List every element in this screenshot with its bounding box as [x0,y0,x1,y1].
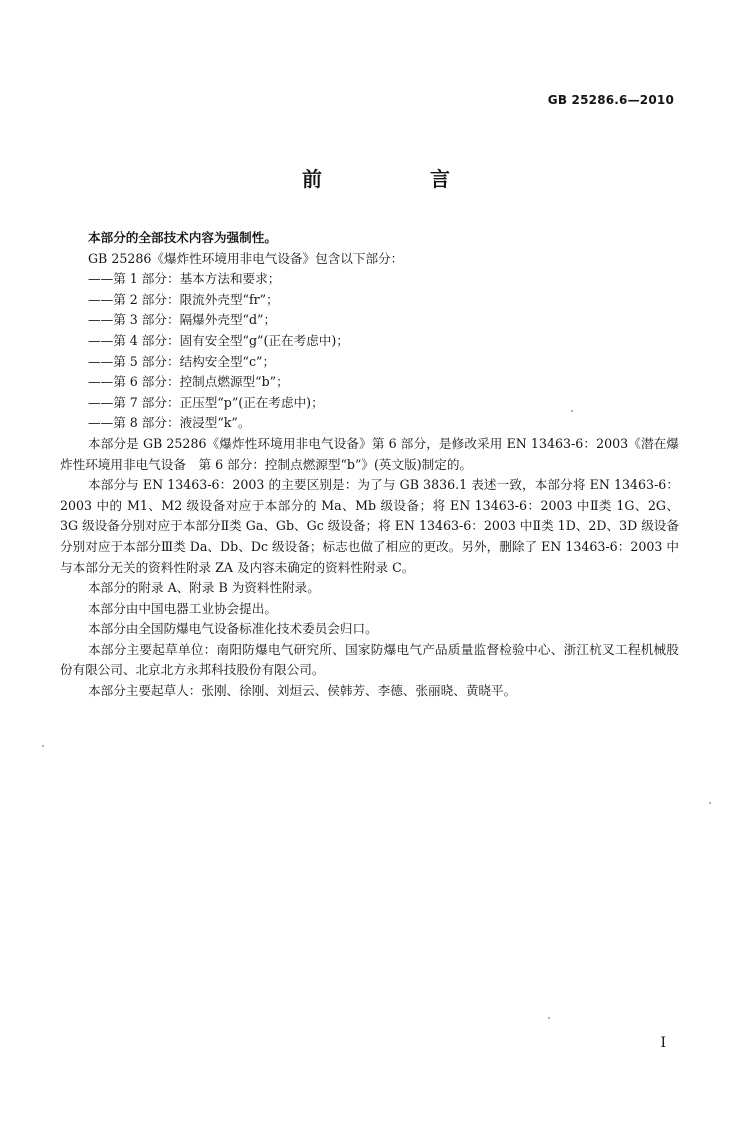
adoption-paragraph: 本部分是 GB 25286《爆炸性环境用非电气设备》第 6 部分，是修改采用 EN 13463-6：2003《潜在爆炸性环境用非电气设备 第 6 部分：控制点燃源型“b”》(英文版)制定的。 [60,435,679,472]
parts-list-item: ——第 6 部分：控制点燃源型“b”； [88,374,289,390]
parts-list-item: ——第 4 部分：固有安全型“g”(正在考虑中)； [88,332,349,348]
standard-number: GB 25286.6—2010 [547,93,674,107]
parts-list-item: ——第 7 部分：正压型“p”(正在考虑中)； [88,394,324,410]
proposer-paragraph: 本部分由中国电器工业协会提出。 [88,600,277,616]
mandatory-statement: 本部分的全部技术内容为强制性。 [88,230,277,245]
annex-paragraph: 本部分的附录 A、附录 B 为资料性附录。 [88,580,320,596]
document-body [60,228,679,702]
scan-speck [548,1017,550,1019]
intro-paragraph: GB 25286《爆炸性环境用非电气设备》包含以下部分： [88,250,404,266]
drafters-paragraph: 本部分主要起草人：张刚、徐刚、刘烜云、侯韩芳、李德、张丽晓、黄晓平。 [88,683,517,699]
parts-list [60,269,679,434]
scan-speck [42,745,44,747]
drafting-units-paragraph: 本部分主要起草单位：南阳防爆电气研究所、国家防爆电气产品质量监督检验中心、浙江杭叉工程机械股份有限公司、北京北方永邦科技股份有限公司。 [60,641,679,678]
page-number: I [660,1035,666,1051]
parts-list-item: ——第 1 部分：基本方法和要求； [88,271,281,287]
parts-list-item: ——第 3 部分：隔爆外壳型“d”； [88,312,277,328]
parts-list-item: ——第 2 部分：限流外壳型“fr”； [88,291,279,307]
differences-paragraph: 本部分与 EN 13463-6：2003 的主要区别是：为了与 GB 3836.1 表述一致，本部分将 EN 13463-6：2003 中的 M1、M2 级设备对应于本部分的 Ma、Mb 级设备；将 EN 13463-6：2003 中Ⅱ类 1G、2G、3G 级设备分别对应于本部分Ⅱ类 Ga、Gb、Gc 级设备；将 EN 13463-6：2003 中Ⅱ类 1D、2D、3D 级设备分别对应于本部分Ⅲ类 Da、Db、Dc 级设备；标志也做了相应的更改。另外，删除了 EN 13463-6：2003 中与本部分无关的资料性附录 ZA 及内容未确定的资料性附录 C。 [60,477,679,575]
scan-speck [571,410,573,412]
parts-list-item: ——第 5 部分：结构安全型“c”； [88,353,276,369]
page-title: 前 言 [302,167,494,191]
scan-speck [709,802,711,804]
parts-list-item: ——第 8 部分：液浸型“k”。 [88,415,251,431]
committee-paragraph: 本部分由全国防爆电气设备标准化技术委员会归口。 [88,621,378,637]
